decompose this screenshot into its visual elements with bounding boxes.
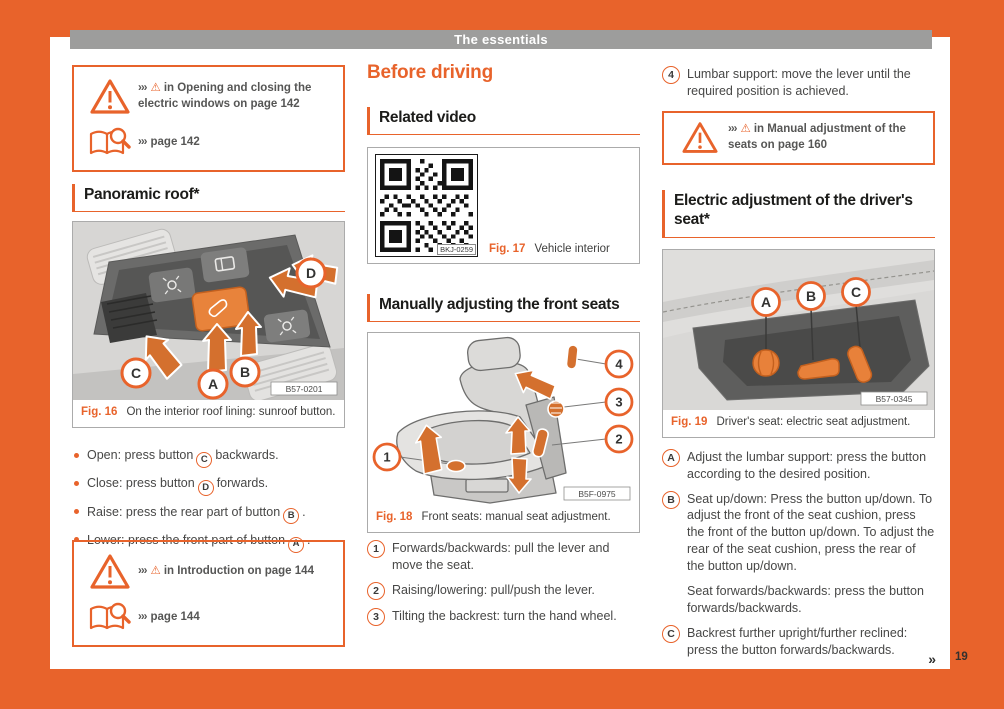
figure-17 <box>367 147 640 264</box>
list-item: Lower: press the front part of button A . <box>72 532 345 553</box>
button-marker: C <box>196 452 212 468</box>
page-number: 19 <box>955 651 968 663</box>
middle-column <box>367 37 640 623</box>
svg-text:1: 1 <box>383 449 391 465</box>
figure-16-code: B57-0201 <box>285 384 323 394</box>
figure-16 <box>72 221 345 428</box>
book-search-icon <box>82 127 138 159</box>
button-marker: B <box>283 508 299 524</box>
list-item: C Backrest further upright/further reclined: press the button forwards/backwards. » <box>662 625 935 668</box>
button-marker: C <box>662 625 680 643</box>
figure-18-caption: Fig. 18 Front seats: manual seat adjustment. <box>376 511 611 523</box>
list-item: 2 Raising/lowering: pull/push the lever. <box>367 582 640 600</box>
svg-text:B: B <box>239 364 251 380</box>
button-marker: A <box>288 537 304 553</box>
svg-text:C: C <box>130 365 142 381</box>
list-item: B Seat up/down: Press the button up/down. To adjust the front of the seat cushion, press the front of the button up/down. To adjust the rear of the seat cushion, press the rear of the button up/down. Seat forwards/backwards: press the button forwards/backwards. <box>662 491 935 617</box>
warning-box-manual-adjustment <box>662 111 935 165</box>
page-ref-text: ››› page 144 <box>138 611 200 624</box>
section-title-panoramic-roof: Panoramic roof* <box>72 184 345 212</box>
warning-box-introduction <box>72 540 345 647</box>
svg-text:D: D <box>305 265 317 281</box>
svg-text:A: A <box>760 294 772 310</box>
warning-box-windows <box>72 65 345 172</box>
figure-18-code: B5F-0975 <box>578 489 616 499</box>
figure-19 <box>662 249 935 438</box>
warning-triangle-icon <box>82 553 138 591</box>
book-search-icon <box>82 602 138 634</box>
manual-adjustment-steps <box>367 540 640 634</box>
figure-16-image <box>73 222 344 400</box>
step-marker: 3 <box>367 608 385 626</box>
warning-triangle-icon <box>672 121 728 155</box>
inline-warning-icon: ⚠ <box>150 82 161 95</box>
page-ref-text: ››› page 142 <box>138 136 200 149</box>
continuation-mark: » <box>928 650 935 667</box>
page-header-banner: The essentials <box>70 30 932 49</box>
figure-18-image <box>368 333 639 505</box>
button-marker: B <box>662 491 680 509</box>
section-title-manual-seats: Manually adjusting the front seats <box>367 294 640 322</box>
svg-text:C: C <box>850 284 862 300</box>
list-item: Open: press button C backwards. <box>72 447 345 468</box>
chevrons: ››› <box>138 82 147 95</box>
list-item: 3 Tilting the backrest: turn the hand wheel. <box>367 608 640 626</box>
figure-17-code: BKJ-0259 <box>437 244 476 255</box>
step-marker: 4 <box>662 66 680 84</box>
step-4-item <box>662 66 935 108</box>
list-item: 1 Forwards/backwards: pull the lever and move the seat. <box>367 540 640 574</box>
figure-19-image <box>663 250 934 410</box>
warning-triangle-icon <box>82 78 138 116</box>
list-item: A Adjust the lumbar support: press the button according to the desired position. <box>662 449 935 483</box>
list-item: Close: press button D forwards. <box>72 475 345 496</box>
button-marker: A <box>662 449 680 467</box>
electric-adjustment-items <box>662 449 935 675</box>
svg-text:B: B <box>805 288 817 304</box>
step-marker: 2 <box>367 582 385 600</box>
warning-ref-text: ››› ⚠ in Opening and closing the electric windows on page 142 <box>138 82 312 110</box>
inline-warning-icon: ⚠ <box>740 123 751 136</box>
warning-ref-text: ››› ⚠ in Introduction on page 144 <box>138 565 314 578</box>
section-title-related-video: Related video <box>367 107 640 135</box>
list-item: 4 Lumbar support: move the lever until the required position is achieved. <box>662 66 935 100</box>
figure-18 <box>367 332 640 533</box>
button-marker: D <box>198 480 214 496</box>
qr-code <box>375 154 478 257</box>
inline-warning-icon: ⚠ <box>150 565 161 578</box>
svg-text:3: 3 <box>615 394 623 410</box>
step-marker: 1 <box>367 540 385 558</box>
svg-text:4: 4 <box>615 356 623 372</box>
svg-text:A: A <box>207 376 219 392</box>
figure-19-code: B57-0345 <box>875 394 913 404</box>
section-title-electric-adjustment: Electric adjustment of the driver's seat* <box>662 190 935 238</box>
warning-ref-text: ››› ⚠ in Manual adjustment of the seats on page 160 <box>728 123 906 151</box>
figure-19-caption: Fig. 19 Driver's seat: electric seat adjustment. <box>671 416 911 428</box>
list-item: Raise: press the rear part of button B . <box>72 504 345 525</box>
figure-17-caption: Fig. 17 Vehicle interior <box>489 243 610 255</box>
svg-text:2: 2 <box>615 431 623 447</box>
chapter-title: Before driving <box>367 62 493 83</box>
figure-16-caption: Fig. 16 On the interior roof lining: sunroof button. <box>81 406 336 418</box>
